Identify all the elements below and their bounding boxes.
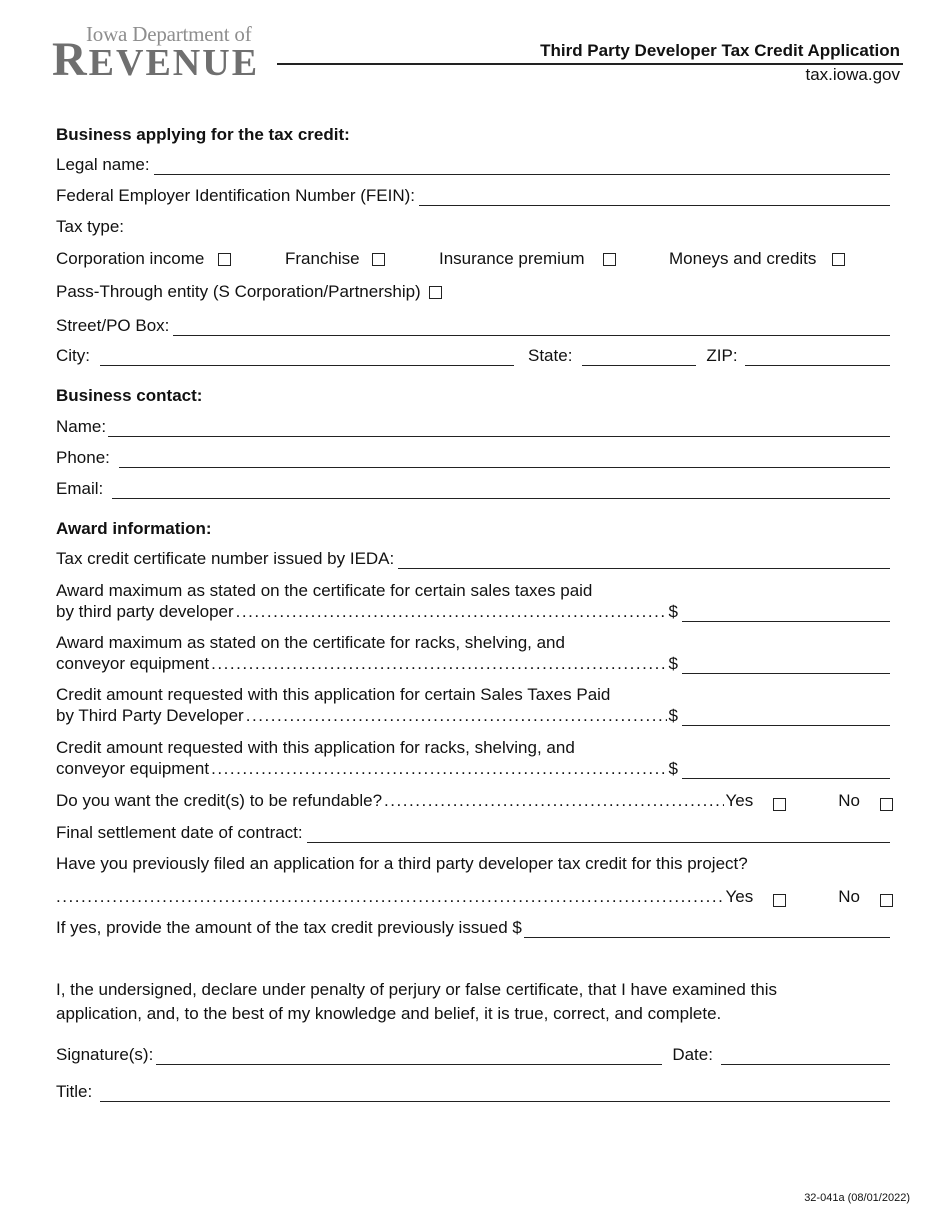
dot-leader (211, 654, 666, 674)
legal-name-label: Legal name: (56, 155, 150, 174)
contact-heading: Business contact: (56, 386, 203, 405)
city-state-zip-row (56, 346, 890, 366)
refundable-yes-checkbox[interactable] (773, 798, 786, 811)
max-sales-amount-field[interactable] (682, 604, 890, 622)
certificate-row (56, 549, 890, 569)
fein-field[interactable] (419, 188, 890, 206)
refundable-label: Do you want the credit(s) to be refundable? (56, 791, 383, 810)
max-sales-label-line2: by third party developer (56, 602, 234, 621)
previous-amount-row (56, 918, 890, 938)
req-sales-row (56, 684, 890, 726)
contact-phone-field[interactable] (119, 450, 890, 468)
legal-name-field[interactable] (154, 157, 890, 175)
title-label: Title: (56, 1082, 93, 1101)
street-label: Street/PO Box: (56, 316, 170, 335)
tax-type-corporation (56, 249, 231, 269)
fein-label: Federal Employer Identification Number (FEIN): (56, 186, 416, 205)
pass-through-checkbox[interactable] (429, 286, 442, 299)
business-heading: Business applying for the tax credit: (56, 125, 350, 144)
settlement-date-field[interactable] (307, 825, 890, 843)
contact-name-field[interactable] (108, 419, 890, 437)
max-racks-label-line1: Award maximum as stated on the certificate for racks, shelving, and (56, 633, 565, 652)
contact-phone-row (56, 448, 890, 468)
title-field[interactable] (100, 1084, 890, 1102)
refundable-yes-label: Yes (725, 791, 754, 810)
tax-type-corporation-checkbox[interactable] (218, 253, 231, 266)
date-field[interactable] (721, 1047, 890, 1065)
refundable-row (56, 791, 893, 811)
contact-name-label: Name: (56, 417, 107, 436)
max-sales-row (56, 580, 890, 622)
logo-rest: EVENUE (88, 42, 260, 84)
req-sales-label-line1: Credit amount requested with this application for certain Sales Taxes Paid (56, 685, 611, 704)
previous-no-checkbox[interactable] (880, 894, 893, 907)
certificate-label: Tax credit certificate number issued by IEDA: (56, 549, 395, 568)
tax-type-franchise-label: Franchise (285, 249, 360, 268)
refundable-no-label: No (838, 791, 860, 810)
date-label: Date: (672, 1045, 713, 1064)
zip-label: ZIP: (706, 346, 738, 365)
req-racks-label-line1: Credit amount requested with this application for racks, shelving, and (56, 738, 575, 757)
city-label: City: (56, 346, 90, 365)
dot-leader (384, 791, 724, 811)
settlement-row (56, 823, 890, 843)
tax-type-corporation-label: Corporation income (56, 249, 205, 268)
previous-application-answer-row (56, 887, 893, 907)
tax-type-insurance (439, 249, 616, 269)
tax-type-franchise (285, 249, 385, 269)
contact-email-row (56, 479, 890, 499)
dot-leader (211, 759, 666, 779)
certificate-field[interactable] (398, 551, 890, 569)
city-field[interactable] (100, 348, 514, 366)
signature-field[interactable] (156, 1047, 662, 1065)
max-racks-amount-field[interactable] (682, 656, 890, 674)
tax-type-franchise-checkbox[interactable] (372, 253, 385, 266)
tax-type-moneys (669, 249, 845, 269)
tax-type-label: Tax type: (56, 217, 125, 236)
previous-no-label: No (838, 887, 860, 906)
refundable-no-checkbox[interactable] (880, 798, 893, 811)
logo-cap: R (52, 33, 89, 86)
dot-leader (236, 602, 667, 622)
previous-amount-field[interactable] (524, 920, 890, 938)
signature-row (56, 1045, 890, 1065)
form-number: 32-041a (08/01/2022) (804, 1192, 910, 1204)
settlement-label: Final settlement date of contract: (56, 823, 303, 842)
pass-through-label: Pass-Through entity (S Corporation/Partnership) (56, 282, 421, 301)
max-sales-label-line1: Award maximum as stated on the certificate for certain sales taxes paid (56, 581, 593, 600)
signature-label: Signature(s): (56, 1045, 154, 1064)
max-racks-label-line2: conveyor equipment (56, 654, 210, 673)
dollar-sign: $ (668, 602, 678, 621)
previous-application-label: Have you previously filed an application for a third party developer tax credit for this project? (56, 854, 748, 873)
contact-phone-label: Phone: (56, 448, 110, 467)
form-title: Third Party Developer Tax Credit Application (540, 41, 900, 60)
req-racks-row (56, 737, 890, 779)
dollar-sign: $ (668, 654, 678, 673)
dollar-sign: $ (668, 706, 678, 725)
tax-type-insurance-label: Insurance premium (439, 249, 585, 268)
dot-leader (56, 887, 724, 907)
declaration-line2: application, and, to the best of my knowledge and belief, it is true, correct, and complete. (56, 1004, 722, 1023)
previous-yes-checkbox[interactable] (773, 894, 786, 907)
tax-type-moneys-checkbox[interactable] (832, 253, 845, 266)
dot-leader (246, 706, 667, 726)
contact-email-field[interactable] (112, 481, 890, 499)
dollar-sign: $ (668, 759, 678, 778)
req-racks-label-line2: conveyor equipment (56, 759, 210, 778)
website-text: tax.iowa.gov (805, 65, 900, 84)
state-field[interactable] (582, 348, 696, 366)
tax-type-moneys-label: Moneys and credits (669, 249, 817, 268)
declaration-line1: I, the undersigned, declare under penalty of perjury or false certificate, that I have examined this (56, 980, 778, 999)
previous-yes-label: Yes (725, 887, 754, 906)
contact-email-label: Email: (56, 479, 104, 498)
award-heading: Award information: (56, 519, 212, 538)
logo-department-text: Iowa Department of (86, 22, 252, 46)
zip-field[interactable] (745, 348, 890, 366)
previous-amount-label: If yes, provide the amount of the tax credit previously issued $ (56, 918, 522, 937)
fein-row (56, 186, 890, 206)
req-sales-label-line2: by Third Party Developer (56, 706, 244, 725)
street-field[interactable] (173, 318, 890, 336)
title-row (56, 1082, 890, 1102)
pass-through-option (56, 282, 442, 302)
max-racks-row (56, 632, 890, 674)
req-sales-amount-field[interactable] (682, 708, 890, 726)
legal-name-row (56, 155, 890, 175)
contact-name-row (56, 417, 890, 437)
state-label: State: (528, 346, 573, 365)
tax-type-insurance-checkbox[interactable] (603, 253, 616, 266)
street-row (56, 316, 890, 336)
req-racks-amount-field[interactable] (682, 761, 890, 779)
